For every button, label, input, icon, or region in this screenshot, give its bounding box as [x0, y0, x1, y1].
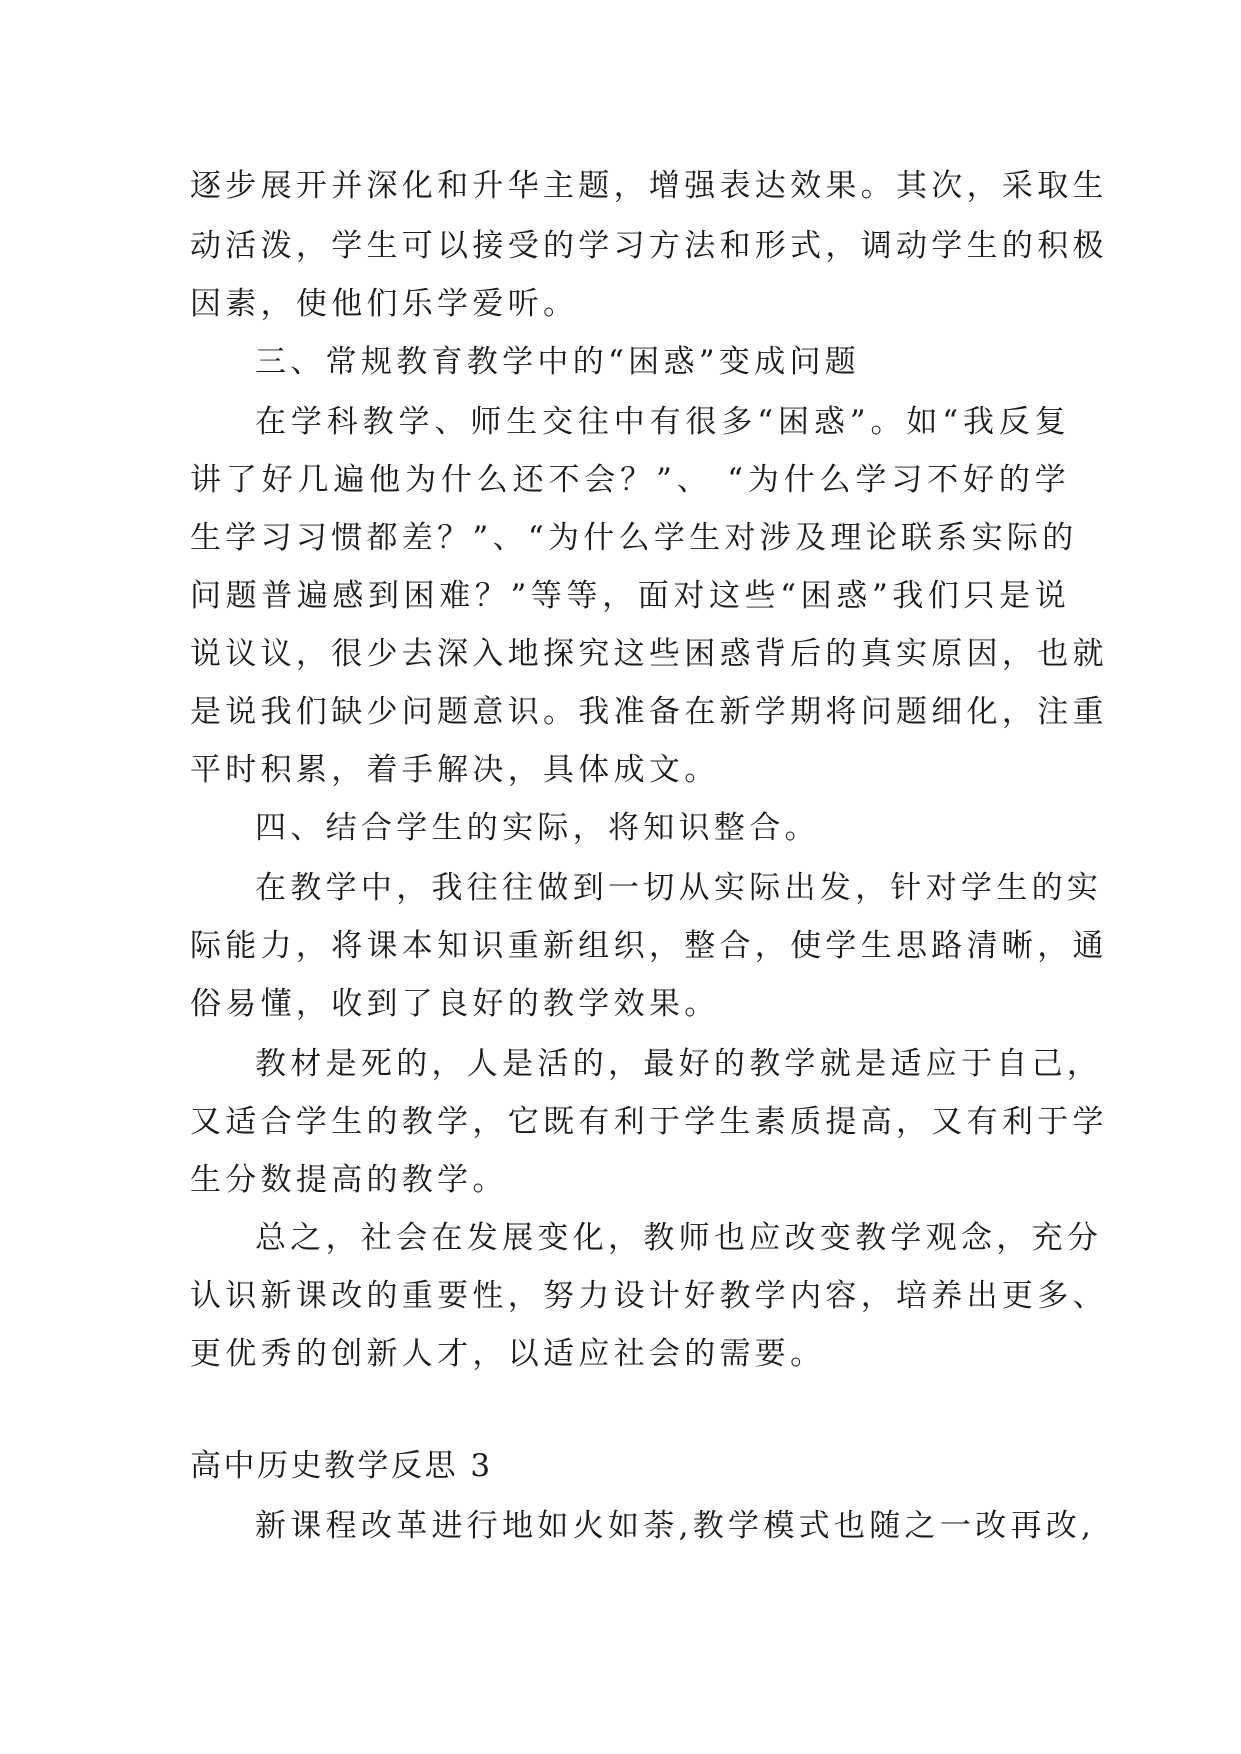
paragraph-line: 在教学中，我往往做到一切从实际出发，针对学生的实	[255, 870, 1103, 906]
paragraph-line: 在学科教学、师生交往中有很多“困惑”。如“我反复	[255, 404, 1070, 440]
paragraph-line: 因素，使他们乐学爱听。	[190, 286, 579, 322]
paragraph-line: 生学习习惯都差？”、“为什么学生对涉及理论联系实际的	[190, 520, 1078, 556]
paragraph-line: 际能力，将课本知识重新组织，整合，使学生思路清晰，通	[190, 928, 1108, 964]
paragraph-line: 俗易懂，收到了良好的教学效果。	[190, 986, 720, 1022]
paragraph-line: 是说我们缺少问题意识。我准备在新学期将问题细化，注重	[190, 694, 1108, 730]
paragraph-line: 逐步展开并深化和升华主题，增强表达效果。其次，采取生	[190, 168, 1108, 204]
paragraph-line: 讲了好几遍他为什么还不会？”、 “为什么学习不好的学	[190, 462, 1070, 498]
paragraph-line: 教材是死的，人是活的，最好的教学就是适应于自己，	[255, 1046, 1103, 1082]
section-heading: 三、常规教育教学中的“困惑”变成问题	[255, 344, 861, 380]
paragraph-line: 总之，社会在发展变化，教师也应改变教学观念，充分	[255, 1220, 1103, 1256]
paragraph-line: 动活泼，学生可以接受的学习方法和形式，调动学生的积极	[190, 228, 1108, 264]
paragraph-line: 又适合学生的教学，它既有利于学生素质提高，又有利于学	[190, 1104, 1108, 1140]
paragraph-line: 更优秀的创新人才，以适应社会的需要。	[190, 1336, 826, 1372]
paragraph-line: 新课程改革进行地如火如荼,教学模式也随之一改再改,	[255, 1508, 1096, 1544]
paragraph-line: 认识新课改的重要性，努力设计好教学内容，培养出更多、	[190, 1278, 1108, 1314]
article-title: 高中历史教学反思 3	[190, 1448, 493, 1484]
paragraph-line: 说议议，很少去深入地探究这些困惑背后的真实原因，也就	[190, 636, 1108, 672]
paragraph-line: 平时积累，着手解决，具体成文。	[190, 752, 720, 788]
paragraph-line: 生分数提高的教学。	[190, 1162, 508, 1198]
paragraph-line: 问题普遍感到困难？”等等，面对这些“困惑”我们只是说	[190, 578, 1070, 614]
section-heading: 四、结合学生的实际，将知识整合。	[255, 810, 820, 846]
